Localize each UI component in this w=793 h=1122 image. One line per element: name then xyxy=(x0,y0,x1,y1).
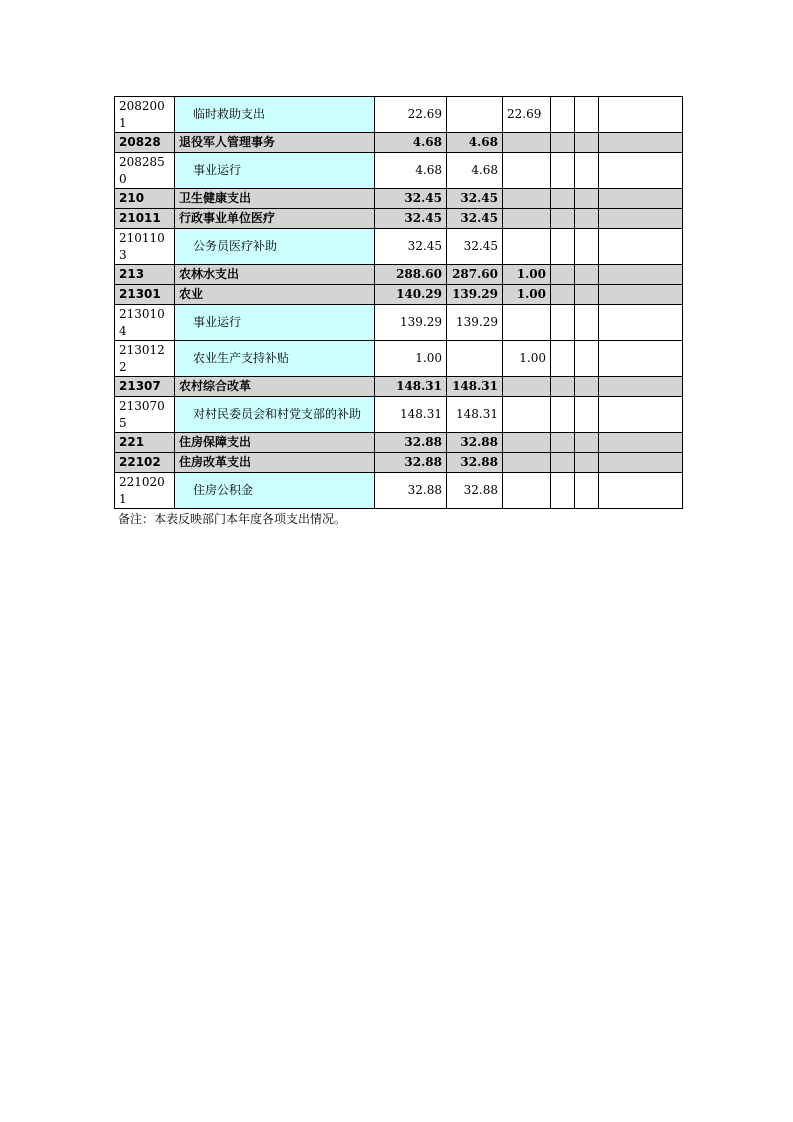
project-expenditure-cell xyxy=(503,377,551,397)
table-row xyxy=(115,189,683,209)
empty-cell xyxy=(599,229,683,265)
empty-cell xyxy=(551,285,575,305)
total-amount-cell: 4.68 xyxy=(375,133,447,153)
empty-cell xyxy=(551,97,575,133)
empty-cell xyxy=(575,473,599,509)
project-expenditure-cell xyxy=(503,433,551,453)
total-amount-cell: 139.29 xyxy=(375,305,447,341)
table-row xyxy=(115,97,683,133)
empty-cell xyxy=(575,377,599,397)
subject-name-cell: 农林水支出 xyxy=(175,265,375,285)
empty-cell xyxy=(599,285,683,305)
basic-expenditure-cell: 32.88 xyxy=(447,473,503,509)
subject-code-cell: 2210201 xyxy=(115,473,175,509)
basic-expenditure-cell xyxy=(447,97,503,133)
subject-name-cell: 住房改革支出 xyxy=(175,453,375,473)
project-expenditure-cell: 1.00 xyxy=(503,341,551,377)
empty-cell xyxy=(551,433,575,453)
project-expenditure-cell xyxy=(503,189,551,209)
subject-name-cell: 对村民委员会和村党支部的补助 xyxy=(175,397,375,433)
basic-expenditure-cell: 32.45 xyxy=(447,209,503,229)
subject-code-cell: 22102 xyxy=(115,453,175,473)
project-expenditure-cell xyxy=(503,209,551,229)
empty-cell xyxy=(551,153,575,189)
empty-cell xyxy=(599,377,683,397)
subject-code-cell: 213 xyxy=(115,265,175,285)
empty-cell xyxy=(599,453,683,473)
table-row xyxy=(115,433,683,453)
empty-cell xyxy=(551,453,575,473)
empty-cell xyxy=(599,133,683,153)
total-amount-cell: 148.31 xyxy=(375,377,447,397)
empty-cell xyxy=(575,305,599,341)
total-amount-cell: 22.69 xyxy=(375,97,447,133)
subject-code-cell: 21307 xyxy=(115,377,175,397)
empty-cell xyxy=(599,305,683,341)
subject-code-cell: 2130705 xyxy=(115,397,175,433)
project-expenditure-cell: 1.00 xyxy=(503,285,551,305)
table-row xyxy=(115,153,683,189)
empty-cell xyxy=(575,397,599,433)
table-row xyxy=(115,377,683,397)
total-amount-cell: 32.88 xyxy=(375,433,447,453)
empty-cell xyxy=(575,133,599,153)
table-row xyxy=(115,265,683,285)
empty-cell xyxy=(551,265,575,285)
empty-cell xyxy=(551,305,575,341)
subject-name-cell: 农业 xyxy=(175,285,375,305)
total-amount-cell: 1.00 xyxy=(375,341,447,377)
basic-expenditure-cell: 4.68 xyxy=(447,153,503,189)
total-amount-cell: 140.29 xyxy=(375,285,447,305)
total-amount-cell: 288.60 xyxy=(375,265,447,285)
empty-cell xyxy=(551,133,575,153)
table-row xyxy=(115,473,683,509)
expenditure-table xyxy=(114,96,683,509)
empty-cell xyxy=(575,433,599,453)
subject-code-cell: 21011 xyxy=(115,209,175,229)
subject-code-cell: 2082001 xyxy=(115,97,175,133)
basic-expenditure-cell: 4.68 xyxy=(447,133,503,153)
project-expenditure-cell xyxy=(503,153,551,189)
subject-code-cell: 20828 xyxy=(115,133,175,153)
table-row xyxy=(115,229,683,265)
empty-cell xyxy=(575,189,599,209)
subject-code-cell: 2101103 xyxy=(115,229,175,265)
project-expenditure-cell xyxy=(503,453,551,473)
empty-cell xyxy=(551,377,575,397)
empty-cell xyxy=(575,209,599,229)
table-row xyxy=(115,397,683,433)
subject-code-cell: 221 xyxy=(115,433,175,453)
subject-name-cell: 住房公积金 xyxy=(175,473,375,509)
empty-cell xyxy=(551,209,575,229)
basic-expenditure-cell: 32.45 xyxy=(447,189,503,209)
empty-cell xyxy=(575,229,599,265)
project-expenditure-cell xyxy=(503,229,551,265)
empty-cell xyxy=(551,229,575,265)
subject-code-cell: 21301 xyxy=(115,285,175,305)
empty-cell xyxy=(575,341,599,377)
empty-cell xyxy=(575,453,599,473)
subject-code-cell: 2130104 xyxy=(115,305,175,341)
empty-cell xyxy=(575,97,599,133)
subject-code-cell: 2082850 xyxy=(115,153,175,189)
table-row xyxy=(115,209,683,229)
subject-name-cell: 退役军人管理事务 xyxy=(175,133,375,153)
subject-name-cell: 事业运行 xyxy=(175,153,375,189)
project-expenditure-cell xyxy=(503,473,551,509)
subject-name-cell: 农业生产支持补贴 xyxy=(175,341,375,377)
project-expenditure-cell: 22.69 xyxy=(503,97,551,133)
table-row xyxy=(115,133,683,153)
empty-cell xyxy=(599,153,683,189)
subject-name-cell: 临时救助支出 xyxy=(175,97,375,133)
empty-cell xyxy=(575,285,599,305)
table-row xyxy=(115,453,683,473)
basic-expenditure-cell: 148.31 xyxy=(447,397,503,433)
empty-cell xyxy=(599,473,683,509)
basic-expenditure-cell: 32.45 xyxy=(447,229,503,265)
table-row xyxy=(115,285,683,305)
empty-cell xyxy=(599,265,683,285)
basic-expenditure-cell: 32.88 xyxy=(447,433,503,453)
total-amount-cell: 32.88 xyxy=(375,453,447,473)
subject-name-cell: 住房保障支出 xyxy=(175,433,375,453)
total-amount-cell: 4.68 xyxy=(375,153,447,189)
basic-expenditure-cell xyxy=(447,341,503,377)
empty-cell xyxy=(551,473,575,509)
empty-cell xyxy=(551,397,575,433)
empty-cell xyxy=(551,341,575,377)
empty-cell xyxy=(599,397,683,433)
basic-expenditure-cell: 32.88 xyxy=(447,453,503,473)
total-amount-cell: 32.45 xyxy=(375,229,447,265)
subject-code-cell: 2130122 xyxy=(115,341,175,377)
table-footnote: 备注：本表反映部门本年度各项支出情况。 xyxy=(118,512,347,526)
empty-cell xyxy=(599,189,683,209)
empty-cell xyxy=(599,433,683,453)
subject-name-cell: 公务员医疗补助 xyxy=(175,229,375,265)
table-row xyxy=(115,305,683,341)
empty-cell xyxy=(551,189,575,209)
empty-cell xyxy=(575,265,599,285)
subject-name-cell: 卫生健康支出 xyxy=(175,189,375,209)
basic-expenditure-cell: 287.60 xyxy=(447,265,503,285)
empty-cell xyxy=(599,97,683,133)
table-row xyxy=(115,341,683,377)
basic-expenditure-cell: 148.31 xyxy=(447,377,503,397)
empty-cell xyxy=(599,341,683,377)
project-expenditure-cell xyxy=(503,305,551,341)
project-expenditure-cell: 1.00 xyxy=(503,265,551,285)
empty-cell xyxy=(575,153,599,189)
total-amount-cell: 32.45 xyxy=(375,189,447,209)
project-expenditure-cell xyxy=(503,133,551,153)
project-expenditure-cell xyxy=(503,397,551,433)
subject-code-cell: 210 xyxy=(115,189,175,209)
subject-name-cell: 事业运行 xyxy=(175,305,375,341)
empty-cell xyxy=(599,209,683,229)
subject-name-cell: 农村综合改革 xyxy=(175,377,375,397)
total-amount-cell: 148.31 xyxy=(375,397,447,433)
basic-expenditure-cell: 139.29 xyxy=(447,305,503,341)
total-amount-cell: 32.88 xyxy=(375,473,447,509)
total-amount-cell: 32.45 xyxy=(375,209,447,229)
subject-name-cell: 行政事业单位医疗 xyxy=(175,209,375,229)
basic-expenditure-cell: 139.29 xyxy=(447,285,503,305)
